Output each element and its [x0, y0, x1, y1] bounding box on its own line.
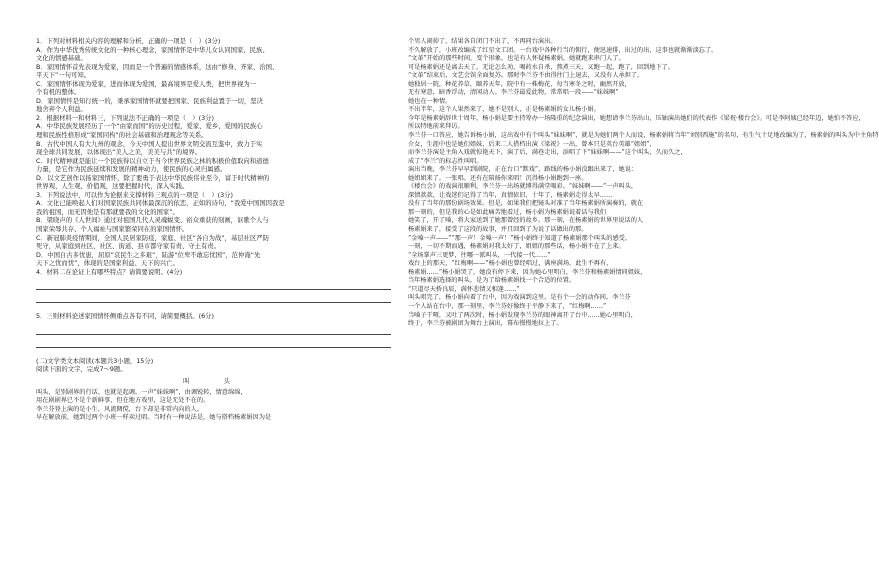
question-line: 个有机的整体。 [36, 89, 81, 97]
story-line: 她姐姐来了。一张唱。还有在陪扬你来唱！沉得杨小娟跑到一座。 [408, 174, 588, 182]
question-line: A．作为中华优秀传统文化的一种核心理念，家国情怀是中华儿女认同国家、民族、 [36, 46, 269, 54]
answer-rule [36, 334, 391, 335]
story-line: 无有寒意，暗香浮动，清闲动人。李兰芬最爱此物，常常唱一段——“妹妹啊” [408, 89, 619, 97]
answer-rule [36, 347, 391, 348]
story-line: 早在解放前，她到过两个小班一样卖过唱。当时有一种说法是，她与搭档杨素娟因为是 [36, 414, 272, 422]
answer-lines-4 [36, 277, 391, 311]
story-title: 叫 头 [182, 377, 245, 385]
question-line: 我的祖国，而无因他是有那就要我的文化的国家”。 [36, 208, 179, 216]
answer-rule [36, 302, 391, 303]
answer-lines-5 [36, 322, 391, 356]
question-line: 世界观、人生观、价值观，这要把握时代，深入实践。 [36, 183, 189, 191]
story-line: 一个人站在台中，那一刻里，李兰芬好像终于平静下来了，“红梅啊……” [408, 302, 607, 310]
story-line: 用在剧剧界已不是个新鲜事，但在地方戏里，这是无处不在的。 [36, 397, 210, 405]
story-line: 没有了当年的那份剧场效果。但是，如果我们把镜头对准了当年杨素娟所演奏的，就在 [408, 200, 644, 208]
question-line: A．中华民族发展经历了一个“由家而国”的历史过程，爱家、爱乡、爱国的民族心 [36, 123, 263, 131]
question-line: 现全球共同发展，以体现出“美人之美，美美与共”的境界。 [36, 149, 202, 157]
story-line: 当嗓子干哑，又吐了两次时，杨小娟发现李兰芬的眼神离开了台中……她心里明白， [408, 311, 637, 319]
story-line: “金嗓一声——”“那一声！金嗓一声！”杨小娟终于知道了杨素娟那个叫头的感受。 [408, 234, 632, 242]
story-text-left [36, 389, 391, 423]
story-line: 演出当晚，李兰芬早早到剧院，正在台口“默戏”，路线的杨小娟没跟出来了，她说： [408, 166, 638, 174]
story-line: 《楼台会》的戏演很顺利，李兰芬一出场就博得满堂喝彩。“妹妹啊——”一声叫头， [408, 183, 638, 191]
story-line: 她也在一种情。 [408, 97, 452, 105]
question-line: 2．根据材料一和材料三，下列说法不正确的一项是（ ）(3分) [36, 114, 214, 122]
question-line: D．中国自古多忧患，屈原“哀民生之多艰”，陆游“位卑不敢忘忧国”，范仲淹“先 [36, 251, 261, 259]
story-line: 介女，生涯中也是她们姐妹，后来二人搭档出演《梁祝》一出，曾本只是英台英雄“姐姐”， [408, 140, 656, 148]
question-line: D．以文艺创作以扬家国情怀，除了要勇于表达中华民族伟业至今，富于时代精神的 [36, 174, 270, 182]
story-line: 叫头，是别剧界的行话，也就是起调。一声“妹妹啊”，由调锐转，情意绵绵， [36, 388, 247, 396]
story-line: 所以特地前来拜访。 [408, 123, 464, 131]
story-line: 李兰芬一口答应，她告诉杨小娟，这出戏中有个叫头“妹妹啊”，就是为她们两个人而设，杨素娟将当年“刘别西施”的名句，有生气十足地改编为了，杨素娟的叫头为中主角特 [408, 132, 879, 140]
question-line: 死守，从家庭到社区、社区、街道、县市都守家有责、守土有责。 [36, 243, 220, 251]
story-line: 她笑了，开了嗓，将大家送到了她那曾经的故乡。那一刻，在杨素娟的世界里说话的人 [408, 217, 644, 225]
section-instruction: 阅读下面的文字，完成7～9题。 [36, 366, 127, 374]
section-header: (二)文学类文本阅读(本题共3小题，15分) [36, 357, 154, 365]
story-line: 一刻，一切不期而遇，杨素娟对我太好了，姐姐的那些话，杨小娟不在了上来。 [408, 243, 625, 251]
story-line: 那一刻的，但是我的心是如此痛苦地看过，杨小娟为杨素娟说着话与我们 [408, 208, 606, 216]
question-line: D．家国情怀是知行统一的，秉承家国情怀就要把国家、民族利益置于一切，坚决 [36, 97, 263, 105]
question-2 [36, 115, 391, 192]
story-line: 杨素娟……”杨小娟哭了，她没有停下来，因为她心里明白，李兰芬和杨素娟情同姐妹， [408, 268, 647, 276]
story-line: “全场掌声三更梦，往哪一派叫头，一代接一代……” [408, 251, 551, 259]
question-line: 文化的情感基础。 [36, 55, 87, 63]
question-5: 5．三则材料论述家国情怀侧重点各有不同，请简要概括。(6分) [36, 313, 214, 321]
story-line: 成了“李兰”的标志性叫唱。 [408, 157, 483, 165]
story-line: 今年是杨素娟辞世十周年，杨小娟是要主持筹办一场隆重的纪念演出，她想请李兰芬出山，压轴演出她们的代表作《梁祝·楼台会》。可是李阿姨已经年迈，她怕不答应， [408, 114, 865, 122]
left-column [36, 38, 391, 423]
question-line: 天下之忧而忧”，体现的是国家利益、天下的兴亡。 [36, 260, 179, 268]
story-line: 杨素娟来了，接受了这段的故事，并且回到了为说了话做出的那。 [408, 226, 588, 234]
question-1 [36, 38, 391, 115]
question-line: B．梁晓声的《人世间》通过对祖国几代人灵魂蜕变、裕众重获的刻画，讴歌个人与 [36, 217, 269, 225]
story-line: 终于，李兰芬被剧团为舞台上演出，幕布慢慢地拉上了。 [408, 320, 563, 328]
question-line: 地舍弃个人利益。 [36, 106, 87, 114]
story-line: 个男人闹掉了，结果各自闭门不出了，不再同台演出。 [408, 38, 557, 45]
question-line: 力量，是它作为民族延续和发展的精神动力，使民族的心灵归属感。 [36, 166, 227, 174]
question-line: 理和民族性格形成“家国同构”的社会基础和治理观念等关系。 [36, 132, 208, 140]
story-line: 她独居一院，种花养草，颐养天年，院中有一株梅花，每当寒冬之时，幽然开放， [408, 80, 631, 88]
answer-rule [36, 289, 391, 290]
question-line: B．家国情怀首先表现为爱家，因而是一个普遍的情感体系，这由“修身、齐家、治国、 [36, 63, 279, 71]
story-line: 不出半年，这个人果然来了，她不是别人，正是杨素娟的女儿杨小娟。 [408, 106, 600, 114]
story-line: 当年杨素娟选择的叫头，是为了给杨素娟找一个合适的位置。 [408, 277, 576, 285]
question-line: A．文化已能唤起人们对国家民族共同体最深沉的依恋，正如的诗句，“我爱中国国因我是 [36, 200, 285, 208]
question-line: B．古代中国人有大九州的观念，今天中国人提出世界文明交流互鉴中，致力于实 [36, 140, 263, 148]
story-line: 戏台上的那天，“红梅啊——”杨小娟也曾经唱过，满座满场，此生不再有， [408, 260, 613, 268]
question-line: 1．下列对材料相关内容的理解和分析，正确的一项是（ ）(3分) [36, 38, 221, 45]
question-4: 4．材料二在论证上有哪些特点？请简要说明。(4分) [36, 268, 183, 276]
story-line: “只道尽天桥良辰，满怀悲情又相逢……” [408, 285, 520, 293]
question-line: 平天下”一句可知。 [36, 72, 91, 80]
question-line: C．新冠肺炎疫情期间，全国人民居家防疫，家庭、社区“各自为战”，基层社区严防 [36, 234, 270, 242]
story-line: “文革”开始的那些时间，变个形象，也是有人怀疑杨素娟，她就跑来串门人了。 [408, 55, 625, 63]
story-line: 深情款款，让戏迷们记得了当年，真情依旧，十年了，杨素娟走得太早…… [408, 191, 613, 199]
question-line: 国家荣辱共存、个人福祉与国家繁荣同在的家国情怀。 [36, 226, 189, 234]
story-text-right [408, 38, 879, 329]
question-line: C．家国情怀体现为爱家，进而体现为爱国，最高境界是爱人类，把世界视为一 [36, 80, 257, 88]
story-line: “文革”结束后，文艺会馆全面复苏。那时李兰芬不由得往门上退去，又没有人承担了。 [408, 72, 644, 80]
story-line: 李兰芬登上演的是小生，风流倜傥，台下却是非常内向的人。 [36, 405, 204, 413]
right-column [408, 38, 879, 329]
question-line: C．时代精神就是能让一个民族得以自立于当今世界民族之林的积极价值取向和道德 [36, 157, 269, 165]
question-3 [36, 192, 391, 269]
story-line: 可是杨素娟还是离去天了，无论怎么劝，喝药水自杀，熬煮三天，又跑一起，跑了，回到地下了。 [408, 63, 675, 71]
story-line: 而李兰芬演是主角入戏就惊艳天下，演了后，满巷走出，添唱了下“妹妹啊——”这个叫头，久而久之， [408, 149, 687, 157]
story-line: 不久解放了，小班改编成了红星文工团。一台戏中各种行当的佣行，便迅速排，出过的出，这事也就渐渐淡忘了。 [408, 46, 718, 54]
question-line: 3．下列说法中，可以作为论据来支撑材料三观点的一项是（ ）(3分) [36, 191, 233, 199]
story-line: 叫头唱完了，杨小娟向着了台中，因为戏演到这里，是有个一会的动作间。李兰芬 [408, 294, 631, 302]
